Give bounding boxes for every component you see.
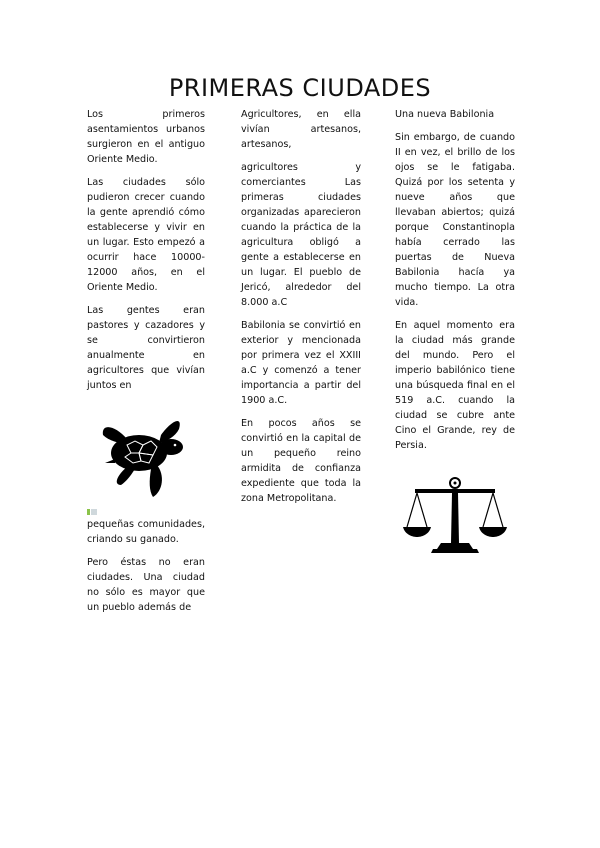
paragraph: Agricultores, en ella vivían artesanos, artesanos, [241,109,361,150]
paragraph: Las ciudades sólo pudieron crecer cuando la gente aprendió cómo establecerse y vivir en un lugar. Esto empezó a ocurrir hace 10000-12000 años, en el Oriente Medio. [87,177,205,293]
paragraph: En aquel momento era la ciudad más grande del mundo. Pero el imperio babilónico tiene una búsqueda final en el 519 a.C. cuando la ciudad se cubre ante Cino el Grande, rey de Persia. [395,320,515,451]
paragraph: pequeñas comunidades, criando su ganado. [87,519,205,545]
paragraph: Los primeros asentamientos urbanos surgieron en el antiguo Oriente Medio. [87,109,205,165]
section-heading: Una nueva Babilonia [395,109,495,120]
column-2 [241,107,361,514]
column-3 [395,107,515,587]
column-1 [87,107,205,623]
watermark-logo-icon [87,505,97,511]
sea-turtle-icon [87,401,205,511]
balance-scale-image [395,469,515,587]
turtle-image [87,401,205,511]
paragraph: Pero éstas no eran ciudades. Una ciudad no sólo es mayor que un pueblo además de [87,557,205,613]
paragraph: Sin embargo, de cuando II en vez, el brillo de los ojos se le fatigaba. Quizá por los setenta y nueve años que llevaban abiertos; quizá porque Constantinopla había cerrado las puertas de Nueva Babilonia hacía ya mucho tiempo. La otra vida. [395,132,515,308]
paragraph: agricultores y comerciantes Las primeras ciudades organizadas aparecieron cuando la práctica de la agricultura obligó a gente a establecerse en un lugar. El pueblo de Jericó, alrededor del 8.000 a.C [241,162,361,308]
paragraph: Babilonia se convirtió en exterior y mencionada por primera vez el XXIII a.C y comenzó a tener importancia a partir del 1900 a.C. [241,320,361,406]
balance-scale-icon [395,469,515,587]
paragraph: Las gentes eran pastores y cazadores y se convirtieron anualmente en agricultores que vivían juntos en [87,305,205,391]
page-title: PRIMERAS CIUDADES [168,74,432,102]
paragraph: En pocos años se convirtió en la capital de un pequeño reino armidita de confianza expediente que toda la zona Metropolitana. [241,418,361,504]
